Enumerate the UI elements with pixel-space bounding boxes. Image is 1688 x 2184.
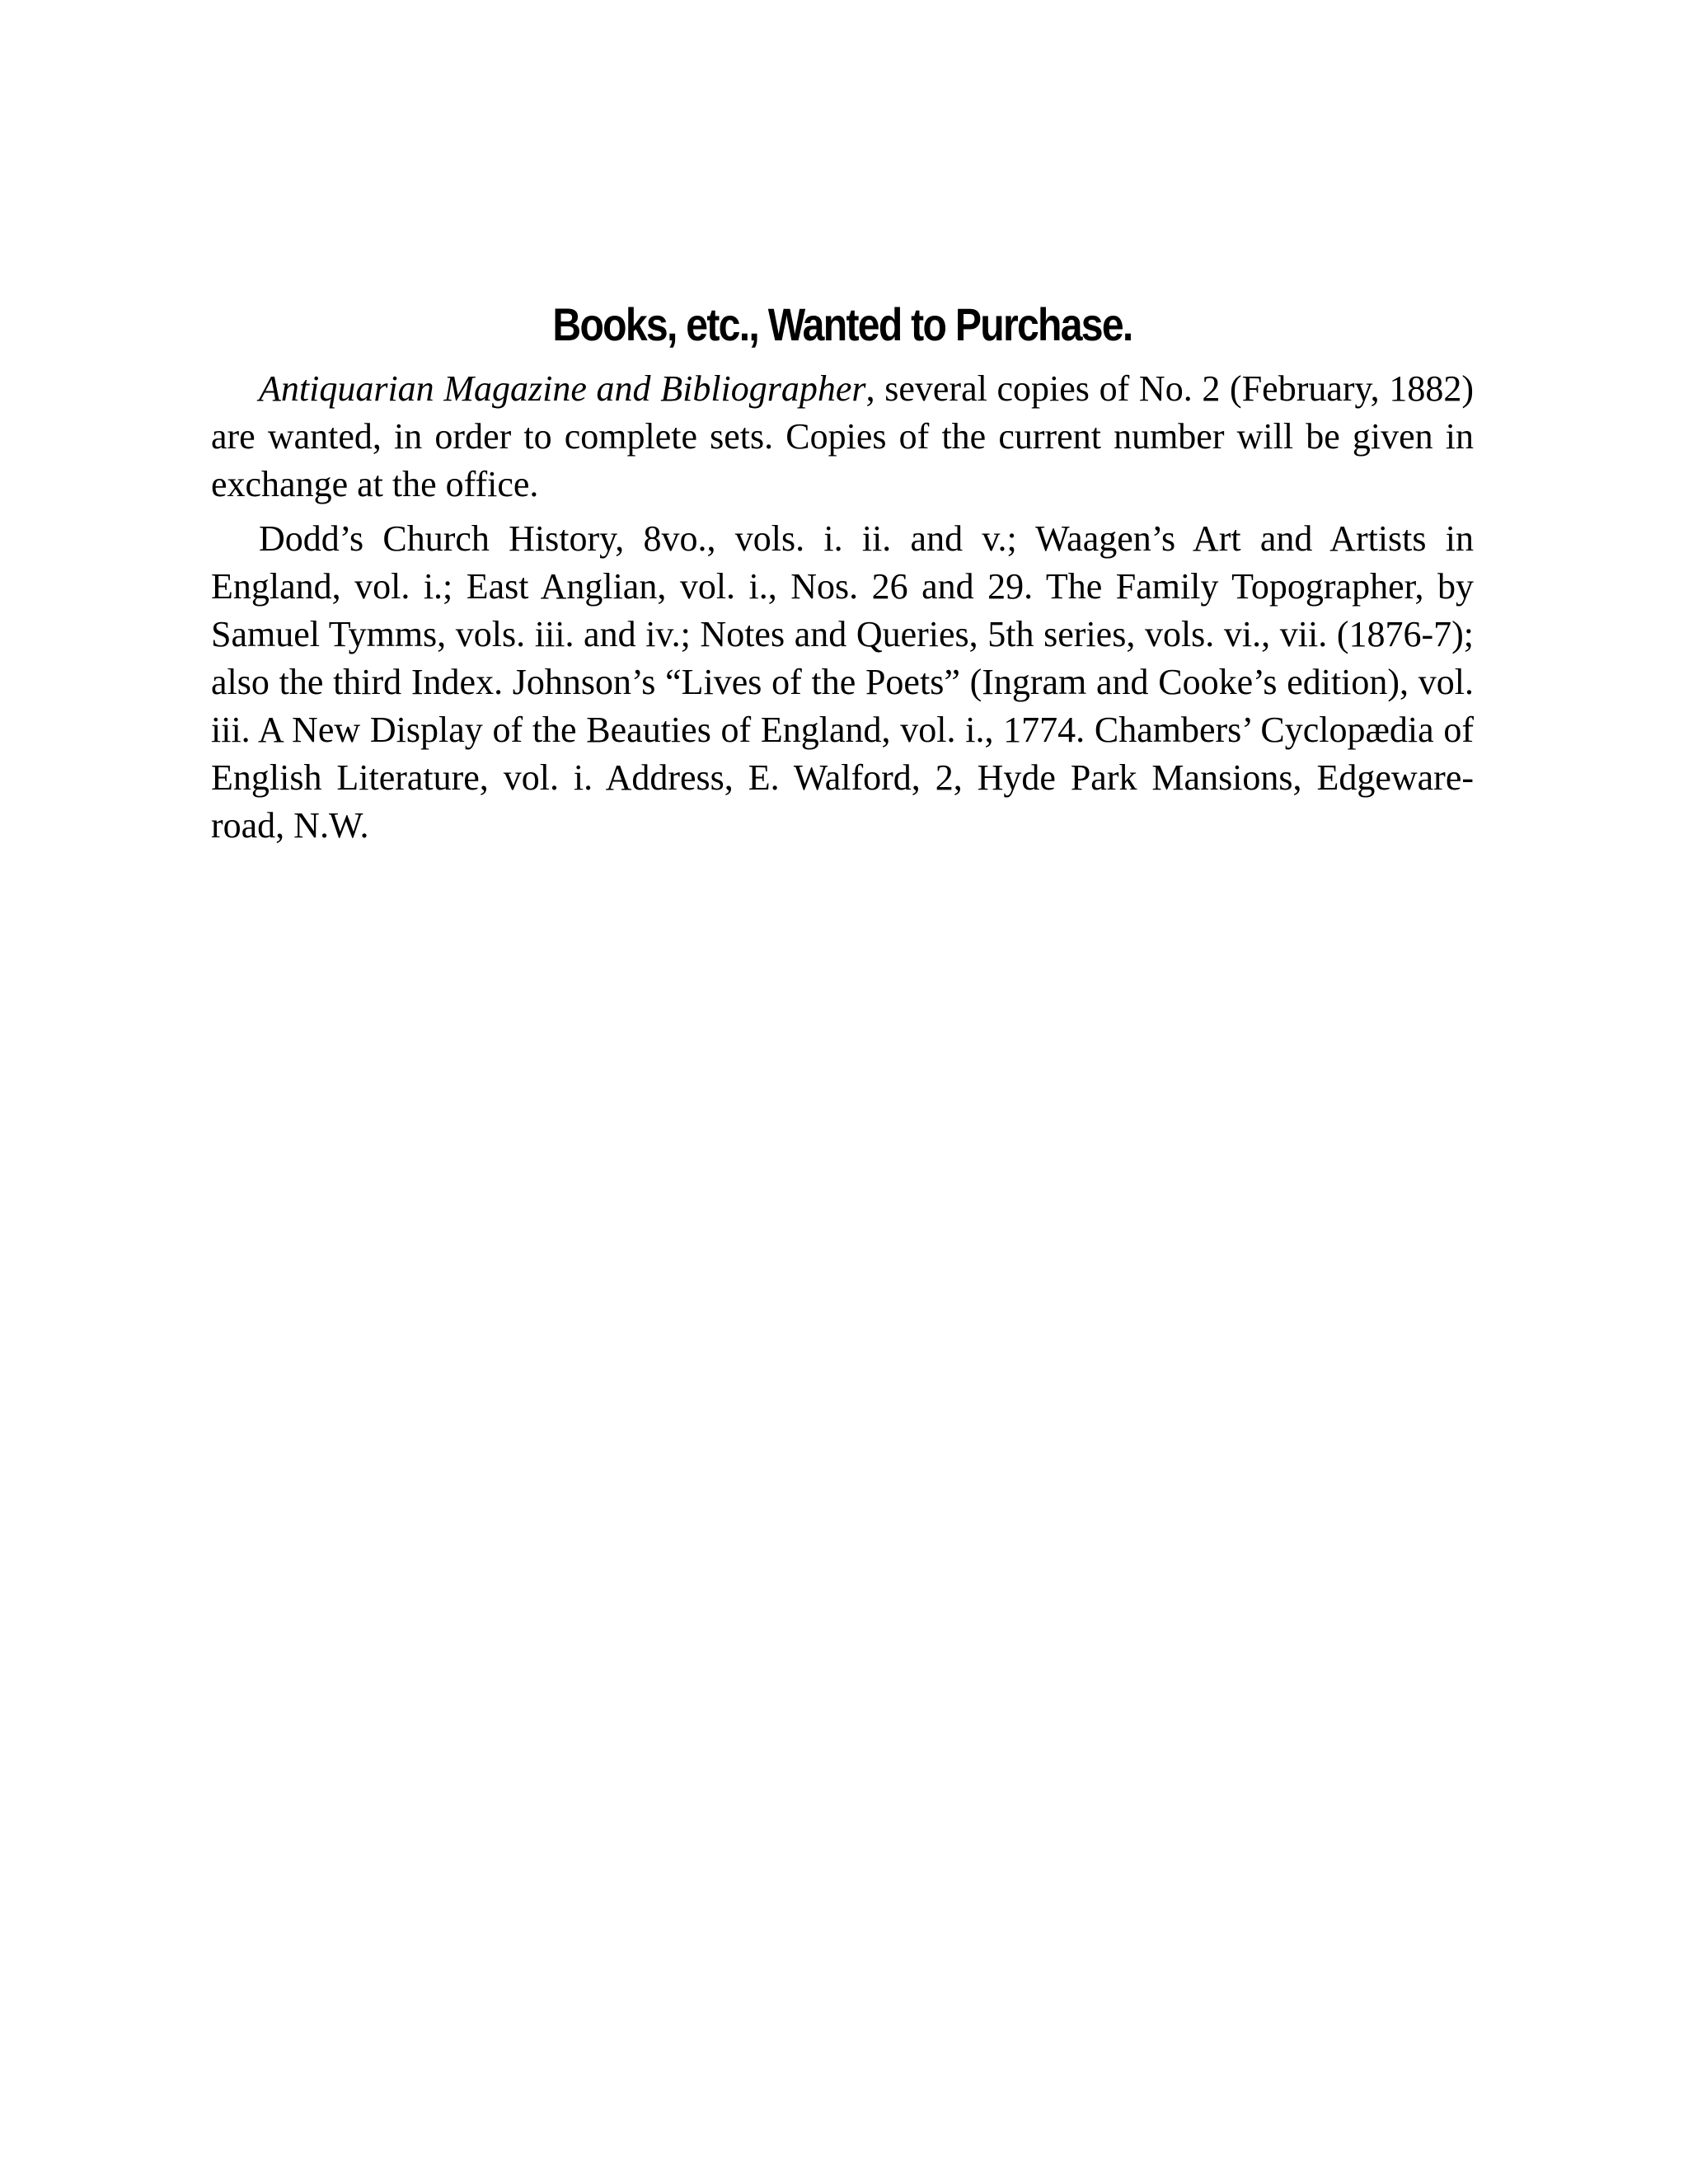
paragraph-antiquarian-magazine (211, 365, 1474, 509)
paragraph-text: Dodd’s Church History, 8vo., vols. i. ii. and v.; Waagen’s Art and Artists in England, vol. i.; East Anglian, vol. i., Nos. 26 and 29. The Family Topographer, by Samuel Tymms, vols. iii. and iv.; Notes and Queries, 5th series, vols. vi., vii. (1876-7); also the third Index. Johnson’s “Lives of the Poets” (Ingram and Cooke’s edition), vol. iii. A New Display of the Beauties of England, vol. i., 1774. Chambers’ Cyclopædia of English Literature, vol. i. Address, E. Walford, 2, Hyde Park Mansions, Edgeware-road, N.W. (211, 518, 1474, 846)
magazine-title: Antiquarian Magazine and Bibliographer (259, 368, 866, 410)
paragraph-books-wanted (211, 515, 1474, 850)
paragraph-text: , several copies of No. 2 (February, 1882) are wanted, in order to complete sets. Copies of the current number will be given in exchange at the office. (211, 368, 1475, 505)
page-heading: Books, etc., Wanted to Purchase. (552, 298, 1132, 350)
document-page (211, 297, 1474, 856)
